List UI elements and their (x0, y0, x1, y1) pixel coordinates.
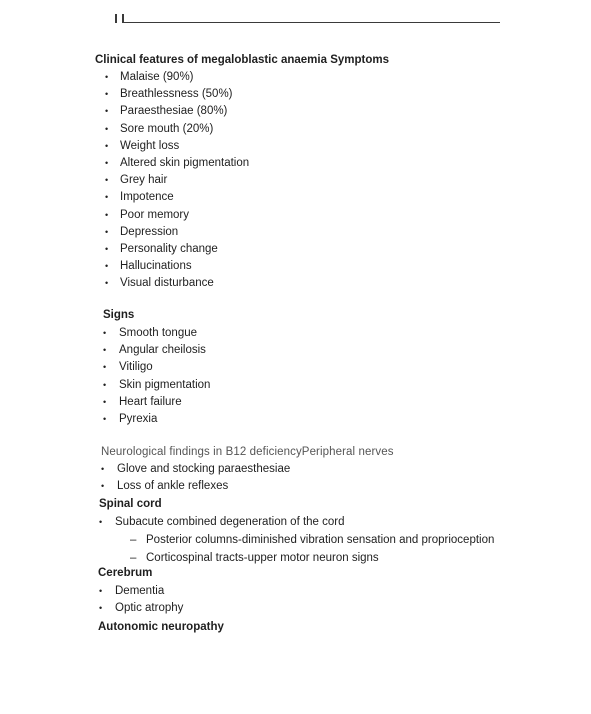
header-tick-mark (115, 14, 117, 23)
bullet-icon: • (103, 413, 107, 424)
symptoms-heading: Clinical features of megaloblastic anaemia Symptoms (95, 54, 389, 66)
bullet-icon: • (99, 517, 103, 527)
spinal-cord-heading: Spinal cord (99, 498, 162, 510)
bullet-icon: • (101, 481, 105, 492)
bullet-icon: • (103, 362, 107, 373)
bullet-icon: • (105, 209, 109, 220)
dash-icon: – (130, 534, 137, 546)
bullet-icon: • (105, 106, 109, 117)
bullet-icon: • (105, 226, 109, 237)
bullet-icon: • (99, 603, 103, 614)
bullet-icon: • (105, 123, 109, 134)
bullet-icon: • (105, 89, 109, 100)
bullet-icon: • (103, 396, 107, 407)
bullet-icon: • (101, 464, 105, 474)
dash-icon: – (130, 552, 137, 564)
autonomic-heading: Autonomic neuropathy (98, 621, 224, 633)
bullet-icon: • (103, 345, 107, 356)
bullet-icon: • (105, 278, 109, 289)
signs-heading: Signs (103, 309, 135, 321)
bullet-icon: • (99, 586, 103, 596)
cerebrum-heading: Cerebrum (98, 567, 153, 579)
document-page: Clinical features of megaloblastic anaemia Symptoms • Malaise (90%) • Breathlessness (50%) • Paraesthesiae (80%) • Sore mouth (20%) • Weight loss • Altered skin pigmentation • Grey hair • Impotence • Poor memory • Depression • Personality change • Hallucinations • Visual disturbance Signs • Smooth tongue • Angular cheilosis • Vitiligo • Skin pigmentation • Heart failure • Pyrexia Neurological findings in B12 deficiencyPeripheral nerves • Glove and stocking paraesthesiae • Loss of ankle reflexes Spinal cord • Subacute combined degeneration of the cord – Posterior columns-diminished vibration sensation and proprioception – Corticospinal tracts-upper motor neuron signs Cerebrum • Dementia • Optic atrophy Autonomic neuropathy (0, 0, 591, 714)
bullet-icon: • (105, 140, 109, 151)
bullet-icon: • (105, 243, 109, 254)
bullet-icon: • (105, 192, 109, 203)
bullet-icon: • (103, 379, 107, 390)
header-rule (122, 22, 500, 23)
bullet-icon: • (103, 328, 107, 338)
neurological-heading: Neurological findings in B12 deficiencyPeripheral nerves (101, 446, 394, 458)
bullet-icon: • (105, 157, 109, 168)
bullet-icon: • (105, 261, 109, 272)
bullet-icon: • (105, 175, 109, 186)
bullet-icon: • (105, 72, 109, 82)
